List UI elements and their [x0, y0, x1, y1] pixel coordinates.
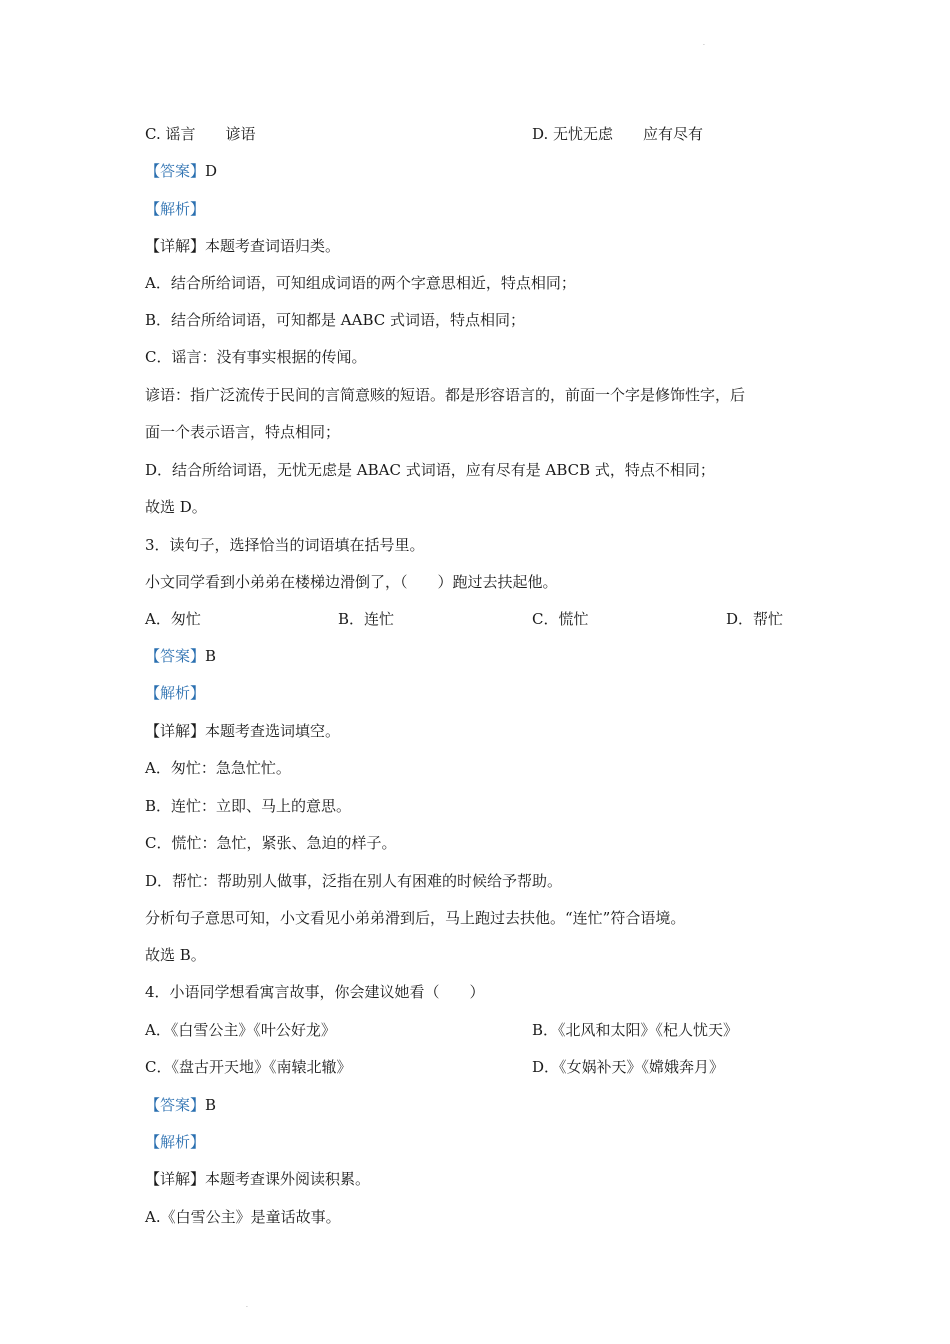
q4-analysis [145, 1132, 810, 1152]
q3-line: C．慌忙：急忙，紧张、急迫的样子。 [145, 834, 397, 852]
q4-option-b: B．《北风和太阳》《杞人忧天》 [532, 1021, 739, 1039]
q4-stem: 4．小语同学想看寓言故事，你会建议她看（ ） [145, 983, 485, 1001]
detail-text: 本题考查词语归类。 [205, 237, 341, 255]
q4-option-a: A．《白雪公主》《叶公好龙》 [145, 1021, 336, 1039]
q3-option-c: C．慌忙 [532, 610, 589, 628]
q4-answer [145, 1095, 810, 1115]
q4-option-d: D．《女娲补天》《嫦娥奔月》 [532, 1058, 725, 1076]
answer-value: D [205, 162, 218, 180]
q3-option-a: A．匆忙 [145, 610, 201, 628]
decorative-dot: · [703, 42, 705, 49]
q2-line: A．结合所给词语，可知组成词语的两个字意思相近，特点相同； [145, 274, 576, 292]
analysis-tag: 【解析】 [145, 1133, 206, 1151]
q3-sentence: 小文同学看到小弟弟在楼梯边滑倒了，（ ）跑过去扶起他。 [145, 573, 558, 591]
q4-option-c: C．《盘古开天地》《南辕北辙》 [145, 1058, 352, 1076]
detail-text: 本题考查选词填空。 [205, 722, 341, 740]
q3-line: 故选 B。 [145, 946, 206, 964]
q2-answer [145, 161, 810, 181]
q3-line: 分析句子意思可知，小文看见小弟弟滑到后，马上跑过去扶他。“连忙”符合语境。 [145, 909, 686, 927]
q3-option-d: D．帮忙 [726, 610, 784, 628]
q2-line: B．结合所给词语，可知都是 AABC 式词语，特点相同； [145, 311, 526, 329]
q2-analysis [145, 199, 810, 219]
answer-value: B [205, 1096, 217, 1114]
q3-analysis [145, 683, 810, 703]
q2-line: 谚语：指广泛流传于民间的言简意赅的短语。都是形容语言的，前面一个字是修饰性字，后 [145, 386, 746, 404]
detail-tag: 【详解】 [145, 722, 206, 740]
q3-answer [145, 646, 810, 666]
answer-value: B [205, 647, 217, 665]
q2-line: D．结合所给词语，无忧无虑是 ABAC 式词语，应有尽有是 ABCB 式，特点不相同； [145, 461, 715, 479]
q3-line: D．帮忙：帮助别人做事，泛指在别人有困难的时候给予帮助。 [145, 872, 563, 890]
q2-line: C．谣言：没有事实根据的传闻。 [145, 348, 367, 366]
q3-line: A．匆忙：急急忙忙。 [145, 759, 291, 777]
analysis-tag: 【解析】 [145, 200, 206, 218]
analysis-tag: 【解析】 [145, 684, 206, 702]
q4-detail [145, 1169, 810, 1189]
q2-option-d: D. 无忧无虑 应有尽有 [532, 125, 704, 143]
q2-detail [145, 236, 810, 256]
q2-option-c: C. 谣言 谚语 [145, 125, 256, 143]
detail-text: 本题考查课外阅读积累。 [205, 1170, 371, 1188]
q3-line: B．连忙：立即、马上的意思。 [145, 797, 352, 815]
q2-line: 面一个表示语言，特点相同； [145, 423, 341, 441]
answer-tag: 【答案】 [145, 162, 206, 180]
q3-stem: 3．读句子，选择恰当的词语填在括号里。 [145, 536, 425, 554]
q2-line: 故选 D。 [145, 498, 207, 516]
q3-option-b: B．连忙 [338, 610, 395, 628]
decorative-dot: · [246, 1304, 248, 1311]
q4-line: A.《白雪公主》是童话故事。 [145, 1208, 341, 1226]
q3-detail [145, 721, 810, 741]
answer-tag: 【答案】 [145, 647, 206, 665]
answer-tag: 【答案】 [145, 1096, 206, 1114]
detail-tag: 【详解】 [145, 237, 206, 255]
detail-tag: 【详解】 [145, 1170, 206, 1188]
